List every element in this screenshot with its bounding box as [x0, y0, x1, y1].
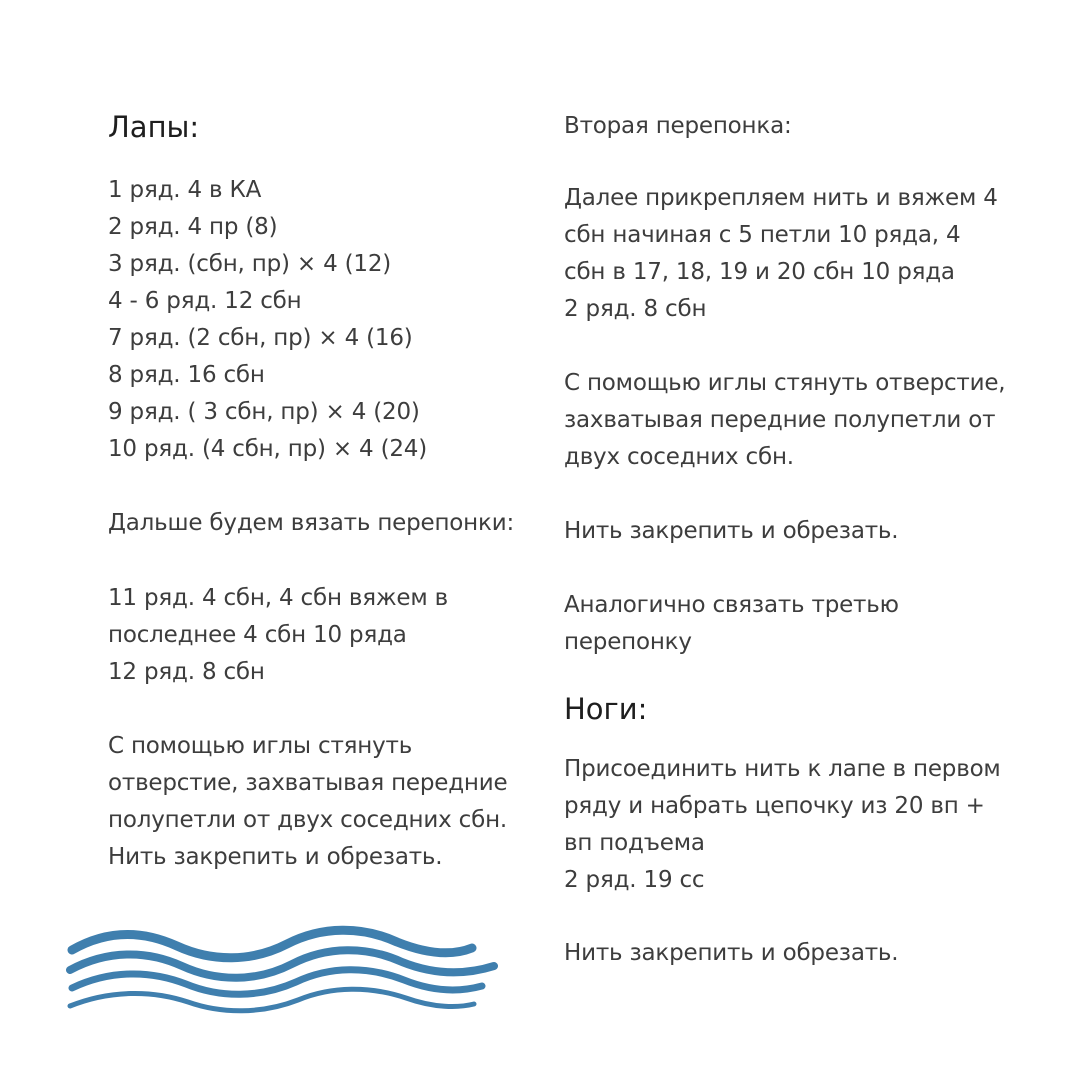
legs-line: вп подъема	[564, 830, 705, 856]
second-web-line: сбн начиная с 5 петли 10 ряда, 4	[564, 222, 961, 248]
second-web-line: сбн в 17, 18, 19 и 20 сбн 10 ряда	[564, 259, 955, 285]
legs-line: ряду и набрать цепочку из 20 вп +	[564, 793, 985, 819]
closing-line: Нить закрепить и обрезать.	[108, 844, 443, 870]
webbing-line: 12 ряд. 8 сбн	[108, 659, 265, 685]
second-web-title: Вторая перепонка:	[564, 113, 792, 139]
close-hole-line: двух соседних сбн.	[564, 444, 794, 470]
row-line: 3 ряд. (сбн, пр) × 4 (12)	[108, 251, 392, 277]
webbing-line: 11 ряд. 4 сбн, 4 сбн вяжем в	[108, 585, 448, 611]
second-web-line: Далее прикрепляем нить и вяжем 4	[564, 185, 998, 211]
legs-heading: Ноги:	[564, 692, 648, 726]
webbing-line: последнее 4 сбн 10 ряда	[108, 622, 407, 648]
fasten-line: Нить закрепить и обрезать.	[564, 518, 899, 544]
row-line: 9 ряд. ( 3 сбн, пр) × 4 (20)	[108, 399, 420, 425]
close-hole-line: захватывая передние полупетли от	[564, 407, 996, 433]
closing-line: отверстие, захватывая передние	[108, 770, 508, 796]
row-line: 8 ряд. 16 сбн	[108, 362, 265, 388]
row-line: 1 ряд. 4 в КА	[108, 177, 262, 203]
waves-icon	[62, 918, 502, 1018]
paws-heading: Лапы:	[108, 110, 200, 144]
row-line: 2 ряд. 4 пр (8)	[108, 214, 278, 240]
third-web-line: перепонку	[564, 629, 692, 655]
legs-fasten-line: Нить закрепить и обрезать.	[564, 940, 899, 966]
close-hole-line: С помощью иглы стянуть отверстие,	[564, 370, 1006, 396]
row-line: 7 ряд. (2 сбн, пр) × 4 (16)	[108, 325, 413, 351]
closing-line: С помощью иглы стянуть	[108, 733, 413, 759]
second-web-line: 2 ряд. 8 сбн	[564, 296, 707, 322]
third-web-line: Аналогично связать третью	[564, 592, 899, 618]
closing-line: полупетли от двух соседних сбн.	[108, 807, 508, 833]
row-line: 4 - 6 ряд. 12 сбн	[108, 288, 302, 314]
webbing-intro: Дальше будем вязать перепонки:	[108, 510, 514, 536]
legs-line: 2 ряд. 19 сс	[564, 867, 705, 893]
legs-line: Присоединить нить к лапе в первом	[564, 756, 1001, 782]
row-line: 10 ряд. (4 сбн, пр) × 4 (24)	[108, 436, 428, 462]
